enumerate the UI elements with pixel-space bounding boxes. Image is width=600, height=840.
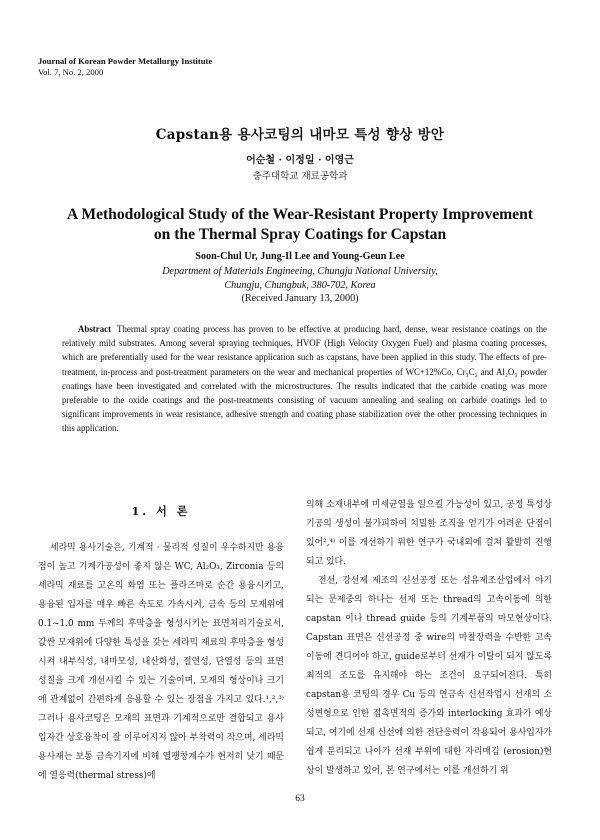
english-affiliation (0, 265, 600, 293)
journal-name: Journal of Korean Powder Metallurgy Institute (38, 56, 213, 66)
english-affiliation-line1: Department of Materials Engineeing, Chungju National University, (162, 266, 438, 277)
english-affiliation-line2: Chungju, Chungbuk, 380-702, Korea (224, 280, 376, 291)
korean-affiliation: 충주대학교 재료공학과 (252, 171, 348, 182)
body-paragraph: 전선, 강선제 제조의 신선공정 또는 섬유제조산업에서 야기되는 문제중의 하나는 선재 또는 thread의 고속이동에 의한 capstan 이나 thread guide 등의 기계부품의 마모현상이다. Capstan 표면은 신선공정 중 wire의 마찰장력을 수반한 고속이동에 견디어야 하고, guide로부터 선재가 이탈이 되지 않도록 최적의 조도를 유지해야 하는 조건이 요구되어진다. 특히 capstan용 코팅의 경우 Cu 등의 연금속 신선작업시 선재의 소성변형으로 인한 접촉면적의 증가와 interlocking 효과가 예상되고, 여기에 선재 신선에 의한 전단응력이 작용되어 용사입자가 쉽게 분리되고 나아가 선재 부위에 대한 자리매김 (erosion)현상이 발생하고 있어, 본 연구에서는 이를 개선하기 위 (306, 576, 552, 776)
english-title (0, 205, 600, 245)
received-date: (Received January 13, 2000) (241, 293, 359, 304)
journal-volume: Vol. 7, No. 2, 2000 (38, 67, 104, 77)
english-title-line2: on the Thermal Spray Coatings for Capstan (153, 226, 447, 243)
section-heading: 1. 서 론 (131, 504, 191, 518)
page-number: 63 (295, 794, 305, 804)
abstract (62, 322, 547, 436)
korean-title: Capstan용 용사코팅의 내마모 특성 향상 방안 (155, 127, 445, 143)
english-authors: Soon-Chul Ur, Jung-Il Lee and Young-Geun Lee (195, 251, 405, 262)
body-paragraph: 세라믹 용사기술은, 기계적 · 물리적 성질이 우수하지만 용융점이 높고 기계가공성이 좋지 않은 WC, Al₂O₃, Zirconia 등의 세라믹 재료를 고온의 화염 또는 플라즈마로 순간 용융시키고, 용융된 입자를 매우 빠른 속도로 가속시켜, 금속 등의 모재위에 0.1~1.0 mm 두께의 후막층을 형성시키는 표면처리기술로서, 값싼 모재위에 다양한 특성을 갖는 세라믹 재료의 후막층을 형성시켜 내부식성, 내마모성, 내산화성, 절연성, 단열성 등의 표면 성질을 크게 개선시킬 수 있는 기술이며, 모재의 형상이나 크기에 관계없이 간편하게 응용할 수 있는 장점을 가지고 있다.¹,²,³⁾ 그러나 용사코팅은 모재의 표면과 기계적으로만 결합되고 용사입자간 상호융착이 잘 이루어지지 않아 부착력이 작으며, 세라믹 용사재는 보통 금속기지에 비해 열팽창계수가 현저히 낮기 때문에 열응력(thermal stress)에 (38, 543, 284, 781)
abstract-label: Abstract (78, 324, 112, 334)
english-title-line1: A Methodological Study of the Wear-Resistant Property Improvement (67, 206, 533, 223)
right-column (306, 496, 552, 781)
abstract-text: Thermal spray coating process has proven to be effective at producing hard, dense, wear resistance coatings on the relatively mild substrates. Among several spraying techniques, HVOF (High Velocity Oxygen Fuel) and plasma coating processes, which are preferentially used for the wear resistance application such as capstans, have been applied in this study. The effects of pre-treatment, in-process and post-treatment parameters on the wear and mechanical properties of WC+12%Co, Cr₃C₂ and Al₂O₃ powder coatings have been investigated and correlated with the microstructures. The results indicated that the carbide coating was more preferable to the oxide coatings and the post-treatments consisting of vacuum annealing and sealing on carbide coatings led to significant improvements in wear resistance, adhesive strength and coating phase stabilization over the other processing techniques in this application. (62, 324, 547, 434)
korean-authors: 어순철 · 이정일 · 이영근 (246, 155, 354, 166)
body-paragraph: 의해 소재내부에 미세균열을 일으킬 가능성이 있고, 공정 특성상 기공의 생성이 불가피하여 치밀한 조직을 얻기가 어려운 단점이 있어²,⁴⁾ 이를 개선하기 위한 연구가 국내외에 걸쳐 활발히 진행되고 있다. (306, 500, 552, 567)
journal-header (38, 56, 212, 78)
left-column (38, 498, 284, 786)
